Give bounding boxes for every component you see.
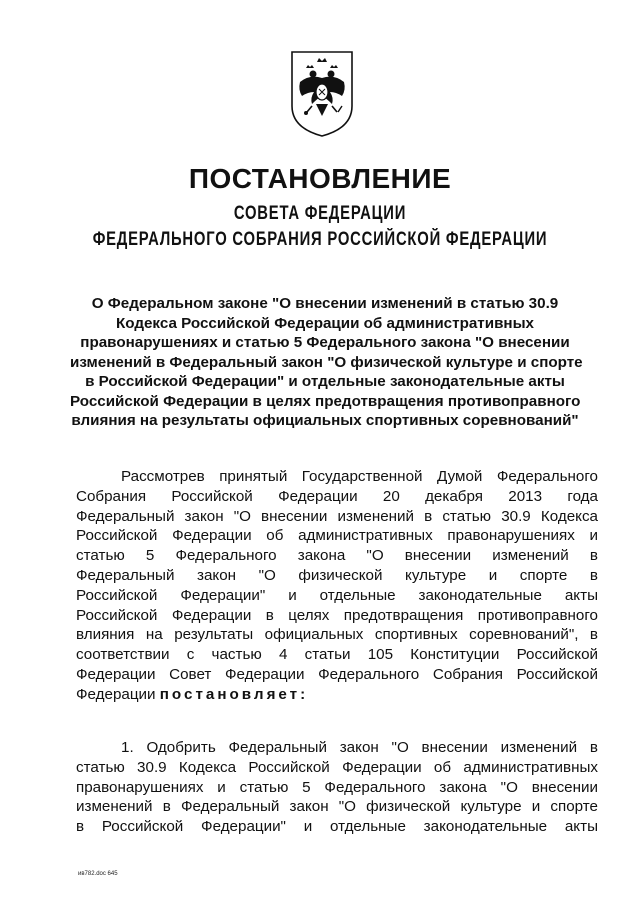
paragraph-line: Федерации Совет Федерации Федерального Собрания Российской — [76, 665, 598, 683]
subject-line: Кодекса Российской Федерации об административных — [115, 314, 534, 332]
paragraph-line: правонарушениях и статью 5 Федерального закона "О внесении — [76, 778, 598, 796]
paragraph-line: Рассмотрев принятый Государственной Думой Федерального — [121, 468, 598, 485]
subject-line: правонарушениях и статью 5 Федерального закона "О внесении — [80, 334, 570, 351]
document-title: ПОСТАНОВЛЕНИЕ — [188, 163, 452, 194]
paragraph-line: Собрания Российской Федерации 20 декабря 2013 года — [76, 487, 598, 505]
paragraph-line: Федеральный закон "О физической культуре и спорте в — [76, 566, 598, 584]
issuer-line-2: ФЕДЕРАЛЬНОГО СОБРАНИЯ РОССИЙСКОЙ ФЕДЕРАЦИИ — [92, 229, 548, 250]
subject-line: влияния на результаты официальных спортивных соревнований" — [71, 412, 579, 429]
document-subject — [70, 294, 583, 431]
subject-line: О Федеральном законе "О внесении изменений в статью 30.9 — [91, 295, 559, 312]
paragraph-line: изменений в Федеральный закон "О физической культуре и спорте — [76, 798, 598, 816]
subject-line: в Российской Федерации" и отдельные законодательные акты — [85, 373, 565, 390]
paragraph-line: Российской Федерации об административных правонарушениях и — [76, 527, 598, 545]
paragraph-line: Федеральный закон "О внесении изменений в статью 30.9 Кодекса — [76, 507, 598, 525]
paragraph-line: в Российской Федерации" и отдельные законодательные акты — [76, 818, 598, 836]
paragraph-line: влияния на результаты официальных спортивных соревнований", в — [76, 626, 598, 644]
paragraph-line: Российской Федерации" и отдельные законодательные акты — [76, 586, 598, 604]
subject-line: Российской Федерации в целях предотвращения противоправного — [70, 392, 581, 410]
paragraph-preamble — [76, 467, 598, 705]
document-code: ив782.doc 645 — [78, 871, 118, 877]
subject-line: изменений в Федеральный закон "О физической культуре и спорте — [70, 353, 583, 371]
paragraph-line: соответствии с частью 4 статьи 105 Конституции Российской — [76, 646, 598, 664]
paragraph-line: статью 30.9 Кодекса Российской Федерации об административных — [76, 758, 598, 776]
final-line-prefix: Федерации — [76, 685, 160, 703]
paragraph-line: статью 5 Федерального закона "О внесении изменений в — [76, 547, 598, 565]
paragraph-line: 1. Одобрить Федеральный закон "О внесении изменений в — [121, 739, 598, 756]
paragraph-line-final — [76, 685, 598, 705]
resolves-keyword: постановляет: — [159, 685, 309, 703]
paragraph-item-1 — [76, 738, 598, 837]
paragraph-line: Российской Федерации в целях предотвращения противоправного — [76, 606, 598, 624]
issuer-line-1: СОВЕТА ФЕДЕРАЦИИ — [233, 203, 407, 224]
coat-of-arms-eagle-icon — [288, 48, 356, 140]
